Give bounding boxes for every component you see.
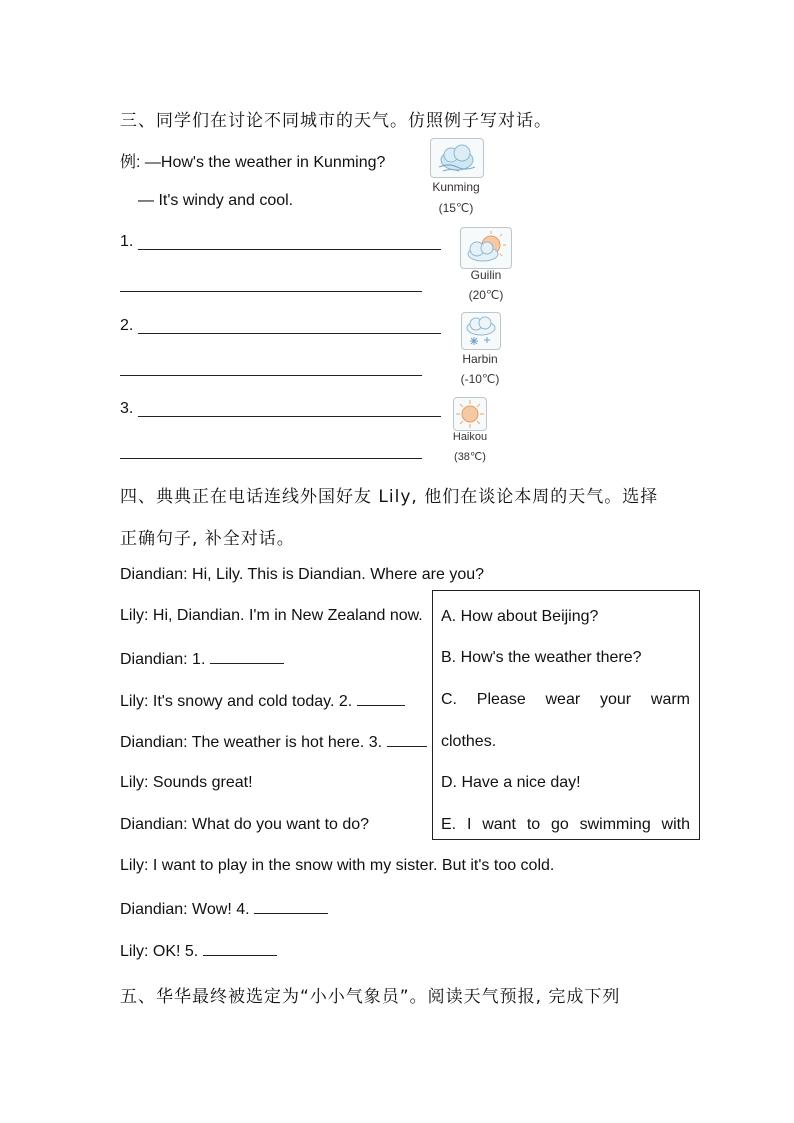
snowy-icon: [461, 312, 501, 350]
dialogue-line-8: Lily: I want to play in the snow with my sister. But it's too cold.: [120, 857, 555, 874]
answer-line-3b[interactable]: [120, 458, 422, 459]
answer-line-1b[interactable]: [120, 291, 422, 292]
example-answer: — It's windy and cool.: [138, 192, 294, 209]
options-box: [432, 590, 700, 840]
item-number-3: 3.: [120, 400, 134, 417]
city-label-guilin: Guilin: [470, 268, 502, 282]
partly-cloudy-sunny-icon: [460, 227, 512, 269]
option-b: B. How's the weather there?: [441, 649, 642, 666]
dialogue-line-9-text: Diandian: Wow! 4.: [120, 901, 250, 918]
answer-line-2a[interactable]: [138, 333, 441, 334]
windy-icon: [430, 138, 484, 178]
section5-heading: 五、华华最终被选定为“小小气象员”。阅读天气预报, 完成下列: [120, 987, 621, 1007]
answer-line-2b[interactable]: [120, 375, 422, 376]
dialogue-line-7: Diandian: What do you want to do?: [120, 816, 370, 833]
dialogue-line-4: [120, 691, 405, 711]
dialogue-line-3: [120, 649, 284, 669]
blank-2[interactable]: [357, 691, 405, 706]
option-d: D. Have a nice day!: [441, 774, 581, 791]
dialogue-line-5-text: Diandian: The weather is hot here. 3.: [120, 734, 383, 751]
option-c: C. Please wear your warm: [441, 691, 690, 708]
dialogue-line-1: Diandian: Hi, Lily. This is Diandian. Where are you?: [120, 566, 485, 583]
dialogue-line-2: Lily: Hi, Diandian. I'm in New Zealand now.: [120, 607, 423, 624]
section4-heading-line1: 四、典典正在电话连线外国好友 Lily, 他们在谈论本周的天气。选择: [120, 487, 659, 507]
temp-label-guilin: (20℃): [468, 288, 504, 302]
option-e: E. I want to go swimming with: [441, 816, 690, 833]
blank-1[interactable]: [210, 649, 284, 664]
item-number-2: 2.: [120, 317, 134, 334]
sunny-icon: [453, 397, 487, 431]
option-c-continued: clothes.: [441, 733, 497, 750]
dialogue-line-6: Lily: Sounds great!: [120, 774, 253, 791]
blank-3[interactable]: [387, 732, 427, 747]
example-question: 例: —How's the weather in Kunming?: [120, 154, 386, 171]
dialogue-line-10-text: Lily: OK! 5.: [120, 943, 199, 960]
answer-line-1a[interactable]: [138, 249, 441, 250]
city-label-kunming: Kunming: [432, 180, 480, 194]
temp-label-kunming: (15℃): [438, 201, 474, 215]
section3-heading: 三、同学们在讨论不同城市的天气。仿照例子写对话。: [120, 111, 552, 131]
dialogue-line-4-text: Lily: It's snowy and cold today. 2.: [120, 693, 353, 710]
dialogue-line-9: [120, 899, 328, 919]
temp-label-harbin: (-10℃): [460, 372, 500, 386]
temp-label-haikou: (38℃): [454, 451, 486, 463]
city-label-harbin: Harbin: [462, 352, 498, 366]
item-number-1: 1.: [120, 233, 134, 250]
blank-5[interactable]: [203, 941, 277, 956]
city-label-haikou: Haikou: [452, 431, 488, 443]
option-a: A. How about Beijing?: [441, 608, 599, 625]
answer-line-3a[interactable]: [138, 416, 441, 417]
dialogue-line-3-text: Diandian: 1.: [120, 651, 206, 668]
blank-4[interactable]: [254, 899, 328, 914]
dialogue-line-10: [120, 941, 277, 961]
dialogue-line-5: [120, 732, 427, 752]
section4-heading-line2: 正确句子, 补全对话。: [120, 529, 295, 549]
